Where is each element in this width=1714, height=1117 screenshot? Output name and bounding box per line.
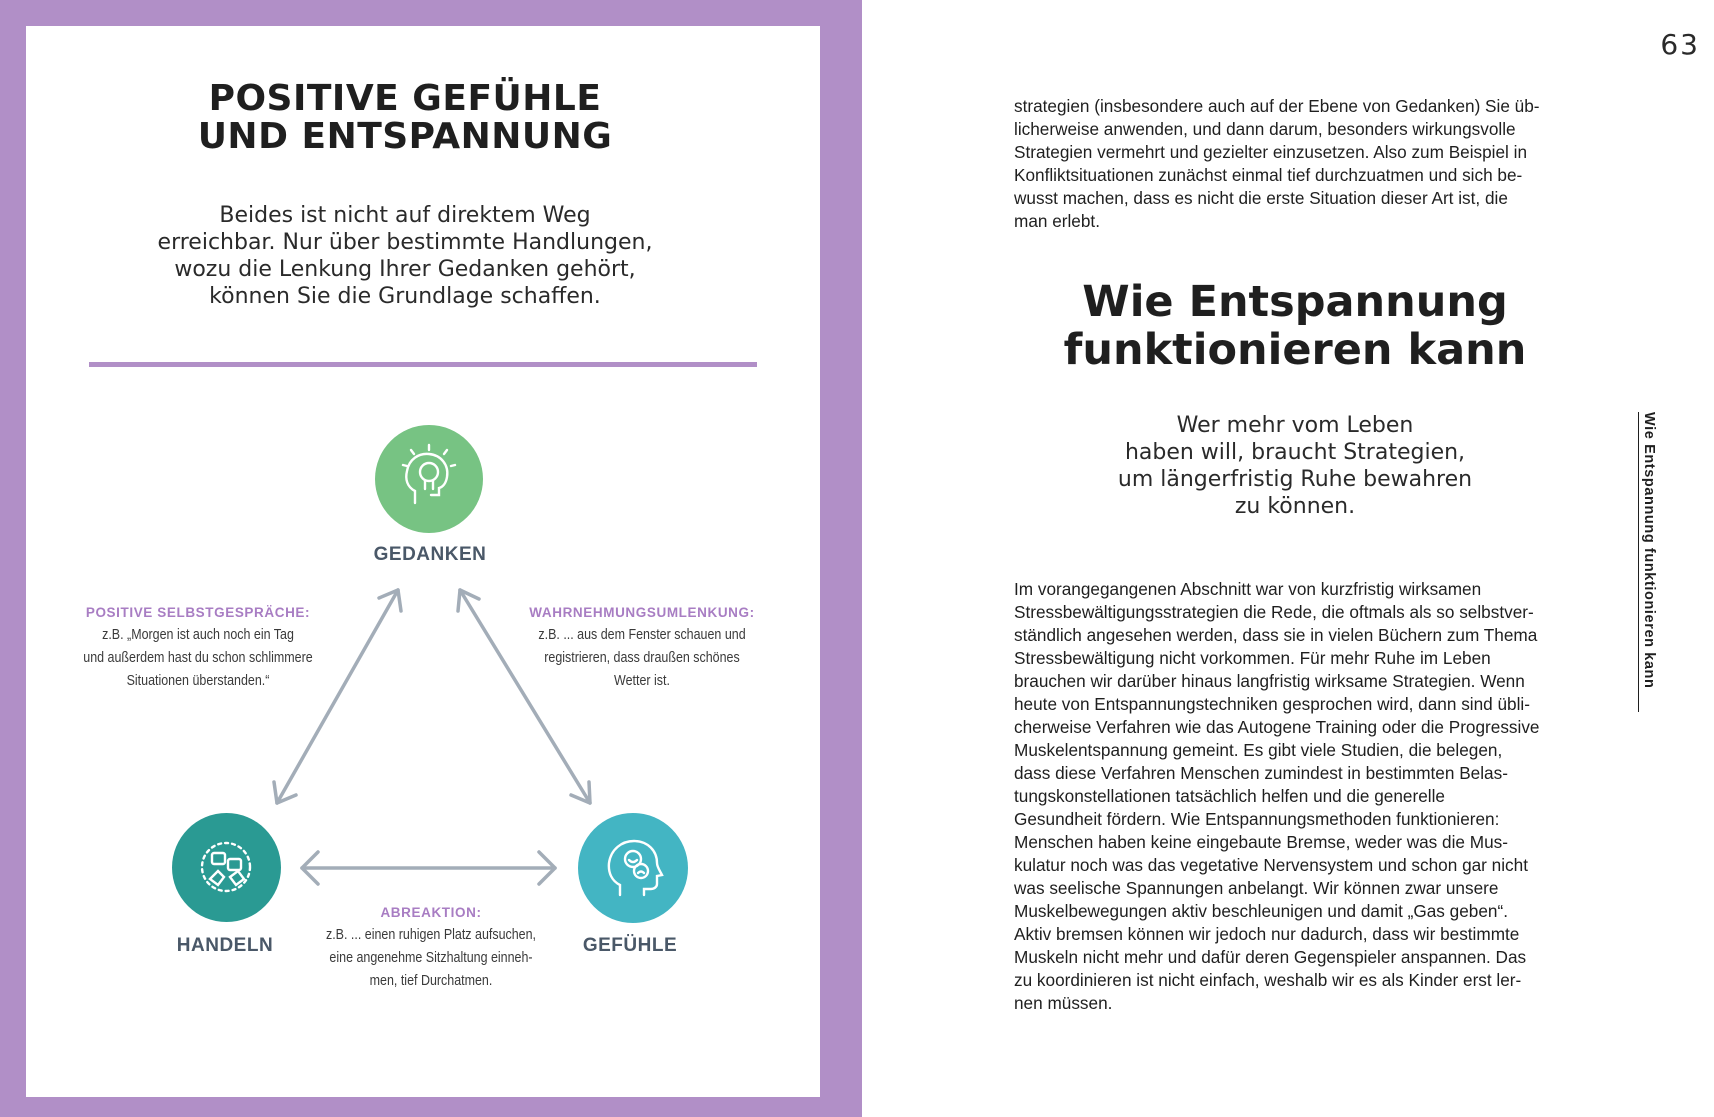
note-line: und außerdem hast du schon schlimmere bbox=[83, 650, 313, 666]
arrowhead bbox=[458, 590, 479, 611]
subheading-line: um längerfristig Ruhe bewahren bbox=[1117, 467, 1473, 492]
text-line: brauchen wir darüber hinaus langfristig wirksame Strategien. Wenn bbox=[1014, 671, 1525, 691]
arrowhead bbox=[274, 782, 296, 803]
note-line: Situationen überstanden.“ bbox=[126, 673, 270, 689]
text-line: man erlebt. bbox=[1014, 211, 1100, 231]
hands-puzzle-icon bbox=[172, 813, 281, 922]
text-line: Muskeln nicht mehr und dafür deren Gegenspieler anspannen. Das bbox=[1014, 947, 1527, 967]
text-line: Stressbewältigungsstrategien die Rede, die oftmals als so selbstver- bbox=[1014, 602, 1534, 622]
handeln-node bbox=[172, 813, 281, 922]
note-line: Wetter ist. bbox=[614, 673, 670, 689]
text-line: Muskelbewegungen aktiv beschleunigen und damit „Gas geben“. bbox=[1014, 901, 1508, 921]
intro-line: wozu die Lenkung Ihrer Gedanken gehört, bbox=[174, 257, 636, 282]
note-line: z.B. ... einen ruhigen Platz aufsuchen, bbox=[325, 927, 537, 943]
chapter-side-tab: Wie Entspannung funktionieren kann bbox=[1638, 412, 1657, 712]
handeln-label: HANDELN bbox=[176, 935, 274, 956]
text-line: Stressbewältigung nicht vorkommen. Für mehr Ruhe im Leben bbox=[1014, 648, 1491, 668]
gedanken-label: GEDANKEN bbox=[373, 544, 487, 565]
note-heading: WAHRNEHMUNGSUMLENKUNG: bbox=[529, 605, 755, 620]
right-page-top-paragraph bbox=[1014, 95, 1574, 233]
text-line: kulatur noch was das vegetative Nervensystem und schon gar nicht bbox=[1014, 855, 1528, 875]
text-line: strategien (insbesondere auch auf der Ebene von Gedanken) Sie üb- bbox=[1014, 96, 1540, 116]
subheading-line: Wer mehr vom Leben bbox=[1176, 413, 1414, 438]
heading-line: funktionieren kann bbox=[1063, 325, 1527, 375]
text-line: Strategien vermehrt und gezielter einzusetzen. Also zum Beispiel in bbox=[1014, 142, 1528, 162]
right-page-body bbox=[1014, 578, 1574, 1015]
subheading-line: zu können. bbox=[1234, 494, 1356, 519]
text-line: Muskelentspannung gemeint. Es gibt viele Studien, die belegen, bbox=[1014, 740, 1503, 760]
gefuehle-node bbox=[578, 813, 688, 923]
intro-line: können Sie die Grundlage schaffen. bbox=[209, 284, 601, 309]
note-abreaktion bbox=[281, 905, 581, 993]
title-line: POSITIVE GEFÜHLE bbox=[208, 78, 602, 119]
intro-line: Beides ist nicht auf direktem Weg bbox=[219, 203, 591, 228]
text-line: nen müssen. bbox=[1014, 993, 1113, 1013]
note-heading: ABREAKTION: bbox=[380, 905, 482, 920]
text-line: was seelische Spannungen anbelangt. Wir können zwar unsere bbox=[1014, 878, 1499, 898]
note-wahrnehmungsumlenkung bbox=[492, 605, 792, 693]
note-positive-selbstgespraeche bbox=[48, 605, 348, 693]
text-line: wusst machen, dass es nicht die erste Situation dieser Art ist, die bbox=[1014, 188, 1508, 208]
note-line: men, tief Durchatmen. bbox=[369, 973, 493, 989]
text-line: cherweise Verfahren wie das Autogene Training oder die Progressive bbox=[1014, 717, 1540, 737]
subheading-line: haben will, braucht Strategien, bbox=[1124, 440, 1466, 465]
heading-line: Wie Entspannung bbox=[1082, 277, 1508, 327]
note-line: eine angenehme Sitzhaltung einneh- bbox=[329, 950, 533, 966]
note-heading: POSITIVE SELBSTGESPRÄCHE: bbox=[85, 605, 311, 620]
section-heading bbox=[1000, 278, 1590, 374]
gefuehle-label: GEFÜHLE bbox=[582, 935, 678, 956]
text-line: Konfliktsituationen zunächst einmal tief durchzuatmen und sich be- bbox=[1014, 165, 1523, 185]
text-line: licherweise anwenden, und dann darum, besonders wirkungsvolle bbox=[1014, 119, 1516, 139]
text-line: dass diese Verfahren Menschen zumindest in bestimmten Belas- bbox=[1014, 763, 1508, 783]
text-line: zu koordinieren ist nicht einfach, weshalb wir es als Kinder erst ler- bbox=[1014, 970, 1522, 990]
head-emotions-icon bbox=[578, 813, 688, 923]
note-line: z.B. ... aus dem Fenster schauen und bbox=[538, 627, 746, 643]
arrowhead bbox=[379, 590, 401, 611]
title-line: UND ENTSPANNUNG bbox=[197, 116, 613, 157]
text-line: heute von Entspannungstechniken gesprochen wird, dann sind übli- bbox=[1014, 694, 1530, 714]
page-number: 63 bbox=[1660, 28, 1700, 61]
text-line: tungskonstellationen tatsächlich helfen und die generelle bbox=[1014, 786, 1445, 806]
note-line: z.B. „Morgen ist auch noch ein Tag bbox=[102, 627, 294, 643]
note-line: registrieren, dass draußen schönes bbox=[544, 650, 740, 666]
text-line: Gesundheit fördern. Wie Entspannungsmethoden funktionieren: bbox=[1014, 809, 1500, 829]
intro-line: erreichbar. Nur über bestimmte Handlungen, bbox=[157, 230, 653, 255]
lightbulb-head-icon bbox=[375, 425, 483, 533]
section-subheading bbox=[1060, 412, 1530, 520]
gedanken-node bbox=[375, 425, 483, 533]
text-line: Menschen haben keine eingebaute Bremse, weder was die Mus- bbox=[1014, 832, 1508, 852]
text-line: Aktiv bremsen können wir jedoch nur dadurch, dass wir bestimmte bbox=[1014, 924, 1520, 944]
text-line: ständlich angesehen werden, dass sie in vielen Büchern zum Thema bbox=[1014, 625, 1538, 645]
text-line: Im vorangegangenen Abschnitt war von kurzfristig wirksamen bbox=[1014, 579, 1482, 599]
